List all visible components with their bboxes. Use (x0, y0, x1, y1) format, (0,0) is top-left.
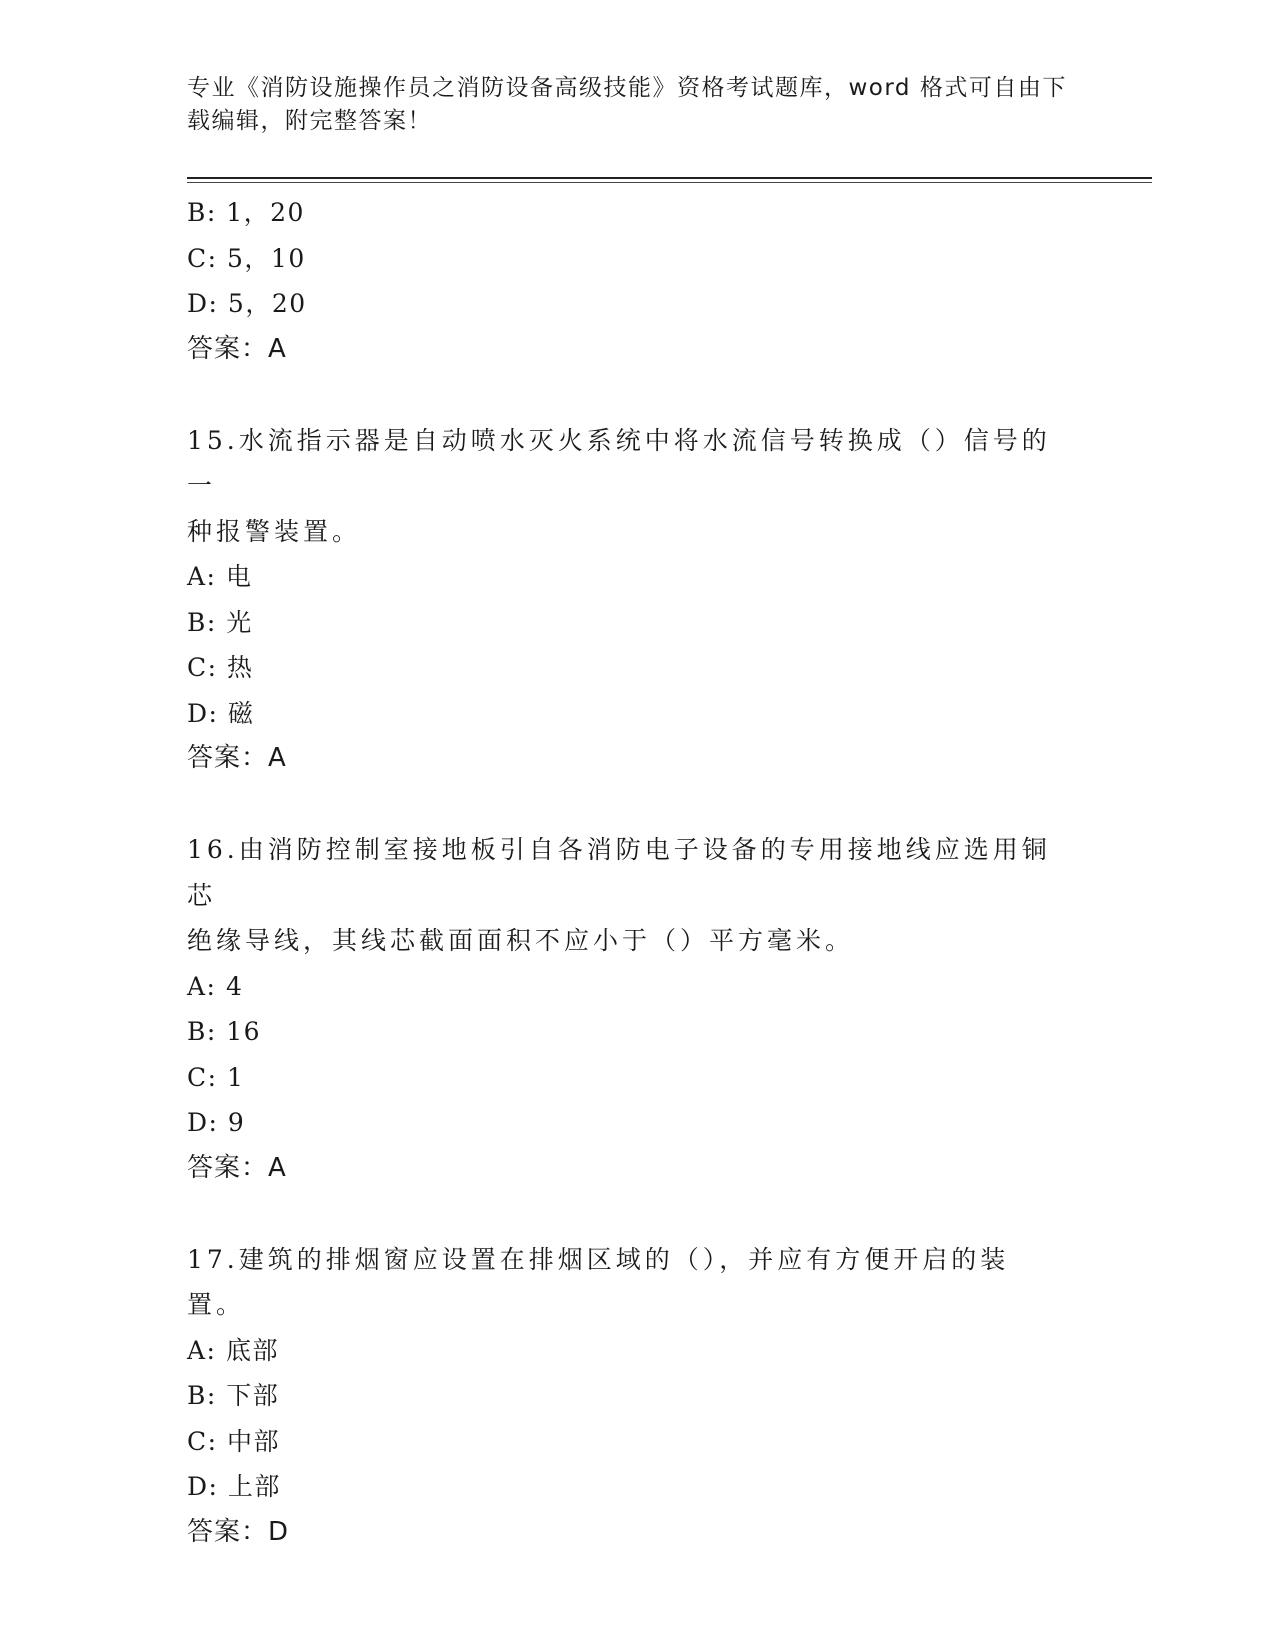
option-text: 16 (226, 1017, 262, 1046)
option-b (187, 190, 1087, 236)
question-16 (187, 827, 1087, 1191)
spacer (187, 372, 1087, 418)
option-letter: A: (187, 562, 217, 591)
option-c (187, 1419, 1087, 1465)
option-text: 热 (227, 653, 254, 682)
option-letter: D: (187, 289, 219, 318)
option-letter: B: (187, 607, 217, 637)
option-text: 中部 (227, 1426, 281, 1456)
answer-line: 答案：A (187, 1152, 287, 1183)
answer-line: 答案：A (187, 743, 287, 773)
option-text: 9 (227, 1108, 246, 1137)
header-rule-thin (187, 182, 1152, 183)
option-text: 光 (226, 607, 253, 637)
option-text: 电 (225, 562, 253, 591)
option-letter: D: (187, 1108, 219, 1137)
document-header (187, 72, 1067, 138)
question-14 (187, 190, 1087, 372)
option-letter: D: (187, 698, 219, 728)
option-letter: A: (187, 1335, 217, 1365)
option-text: 上部 (227, 1472, 281, 1501)
option-text: 1 (227, 1062, 245, 1092)
option-text: 磁 (227, 698, 255, 728)
option-text: 5，20 (227, 289, 307, 318)
option-c (187, 236, 1087, 282)
option-a (187, 554, 1087, 600)
question-17 (187, 1237, 1087, 1556)
option-text: 底部 (225, 1335, 279, 1365)
option-letter: C: (187, 1426, 218, 1456)
answer-line: 答案：D (187, 1516, 290, 1547)
spacer (187, 782, 1087, 828)
stem-line-1: 17.建筑的排烟窗应设置在排烟区域的（），并应有方便开启的装置。 (187, 1244, 1010, 1319)
option-letter: B: (187, 198, 217, 227)
option-d (187, 691, 1087, 737)
question-15 (187, 418, 1087, 782)
stem-line-1: 16.由消防控制室接地板引自各消防电子设备的专用接地线应选用铜芯 (187, 835, 1051, 910)
header-rule-thick (187, 177, 1152, 179)
option-letter: A: (187, 971, 217, 1001)
option-d (187, 1100, 1087, 1146)
question-stem (187, 418, 1067, 555)
option-text: 下部 (226, 1381, 280, 1410)
spacer (187, 1191, 1087, 1237)
option-b (187, 1373, 1087, 1419)
header-line-2: 载编辑，附完整答案！ (187, 108, 432, 134)
option-b (187, 1009, 1087, 1055)
option-a (187, 964, 1087, 1010)
option-c (187, 1055, 1087, 1101)
option-letter: B: (187, 1381, 217, 1410)
option-d (187, 1464, 1087, 1510)
option-c (187, 645, 1087, 691)
question-content (187, 190, 1087, 1555)
option-letter: C: (187, 1062, 218, 1092)
option-letter: C: (187, 243, 218, 273)
question-stem (187, 1237, 1067, 1328)
stem-line-1: 15.水流指示器是自动喷水灭火系统中将水流信号转换成（）信号的一 (187, 425, 1051, 500)
option-a (187, 1328, 1087, 1374)
stem-line-2: 绝缘导线，其线芯截面面积不应小于（）平方毫米。 (187, 926, 855, 955)
option-text: 4 (225, 971, 244, 1001)
option-letter: D: (187, 1472, 219, 1501)
stem-line-2: 种报警装置。 (187, 516, 362, 546)
option-text: 5，10 (227, 243, 306, 273)
option-text: 1，20 (226, 198, 305, 227)
option-letter: C: (187, 653, 218, 682)
header-line-1: 专业《消防设施操作员之消防设备高级技能》资格考试题库，word 格式可自由下 (187, 75, 1067, 101)
question-stem (187, 827, 1067, 964)
option-d (187, 281, 1087, 327)
answer-line: 答案：A (187, 333, 287, 364)
option-b (187, 600, 1087, 646)
option-letter: B: (187, 1017, 217, 1046)
